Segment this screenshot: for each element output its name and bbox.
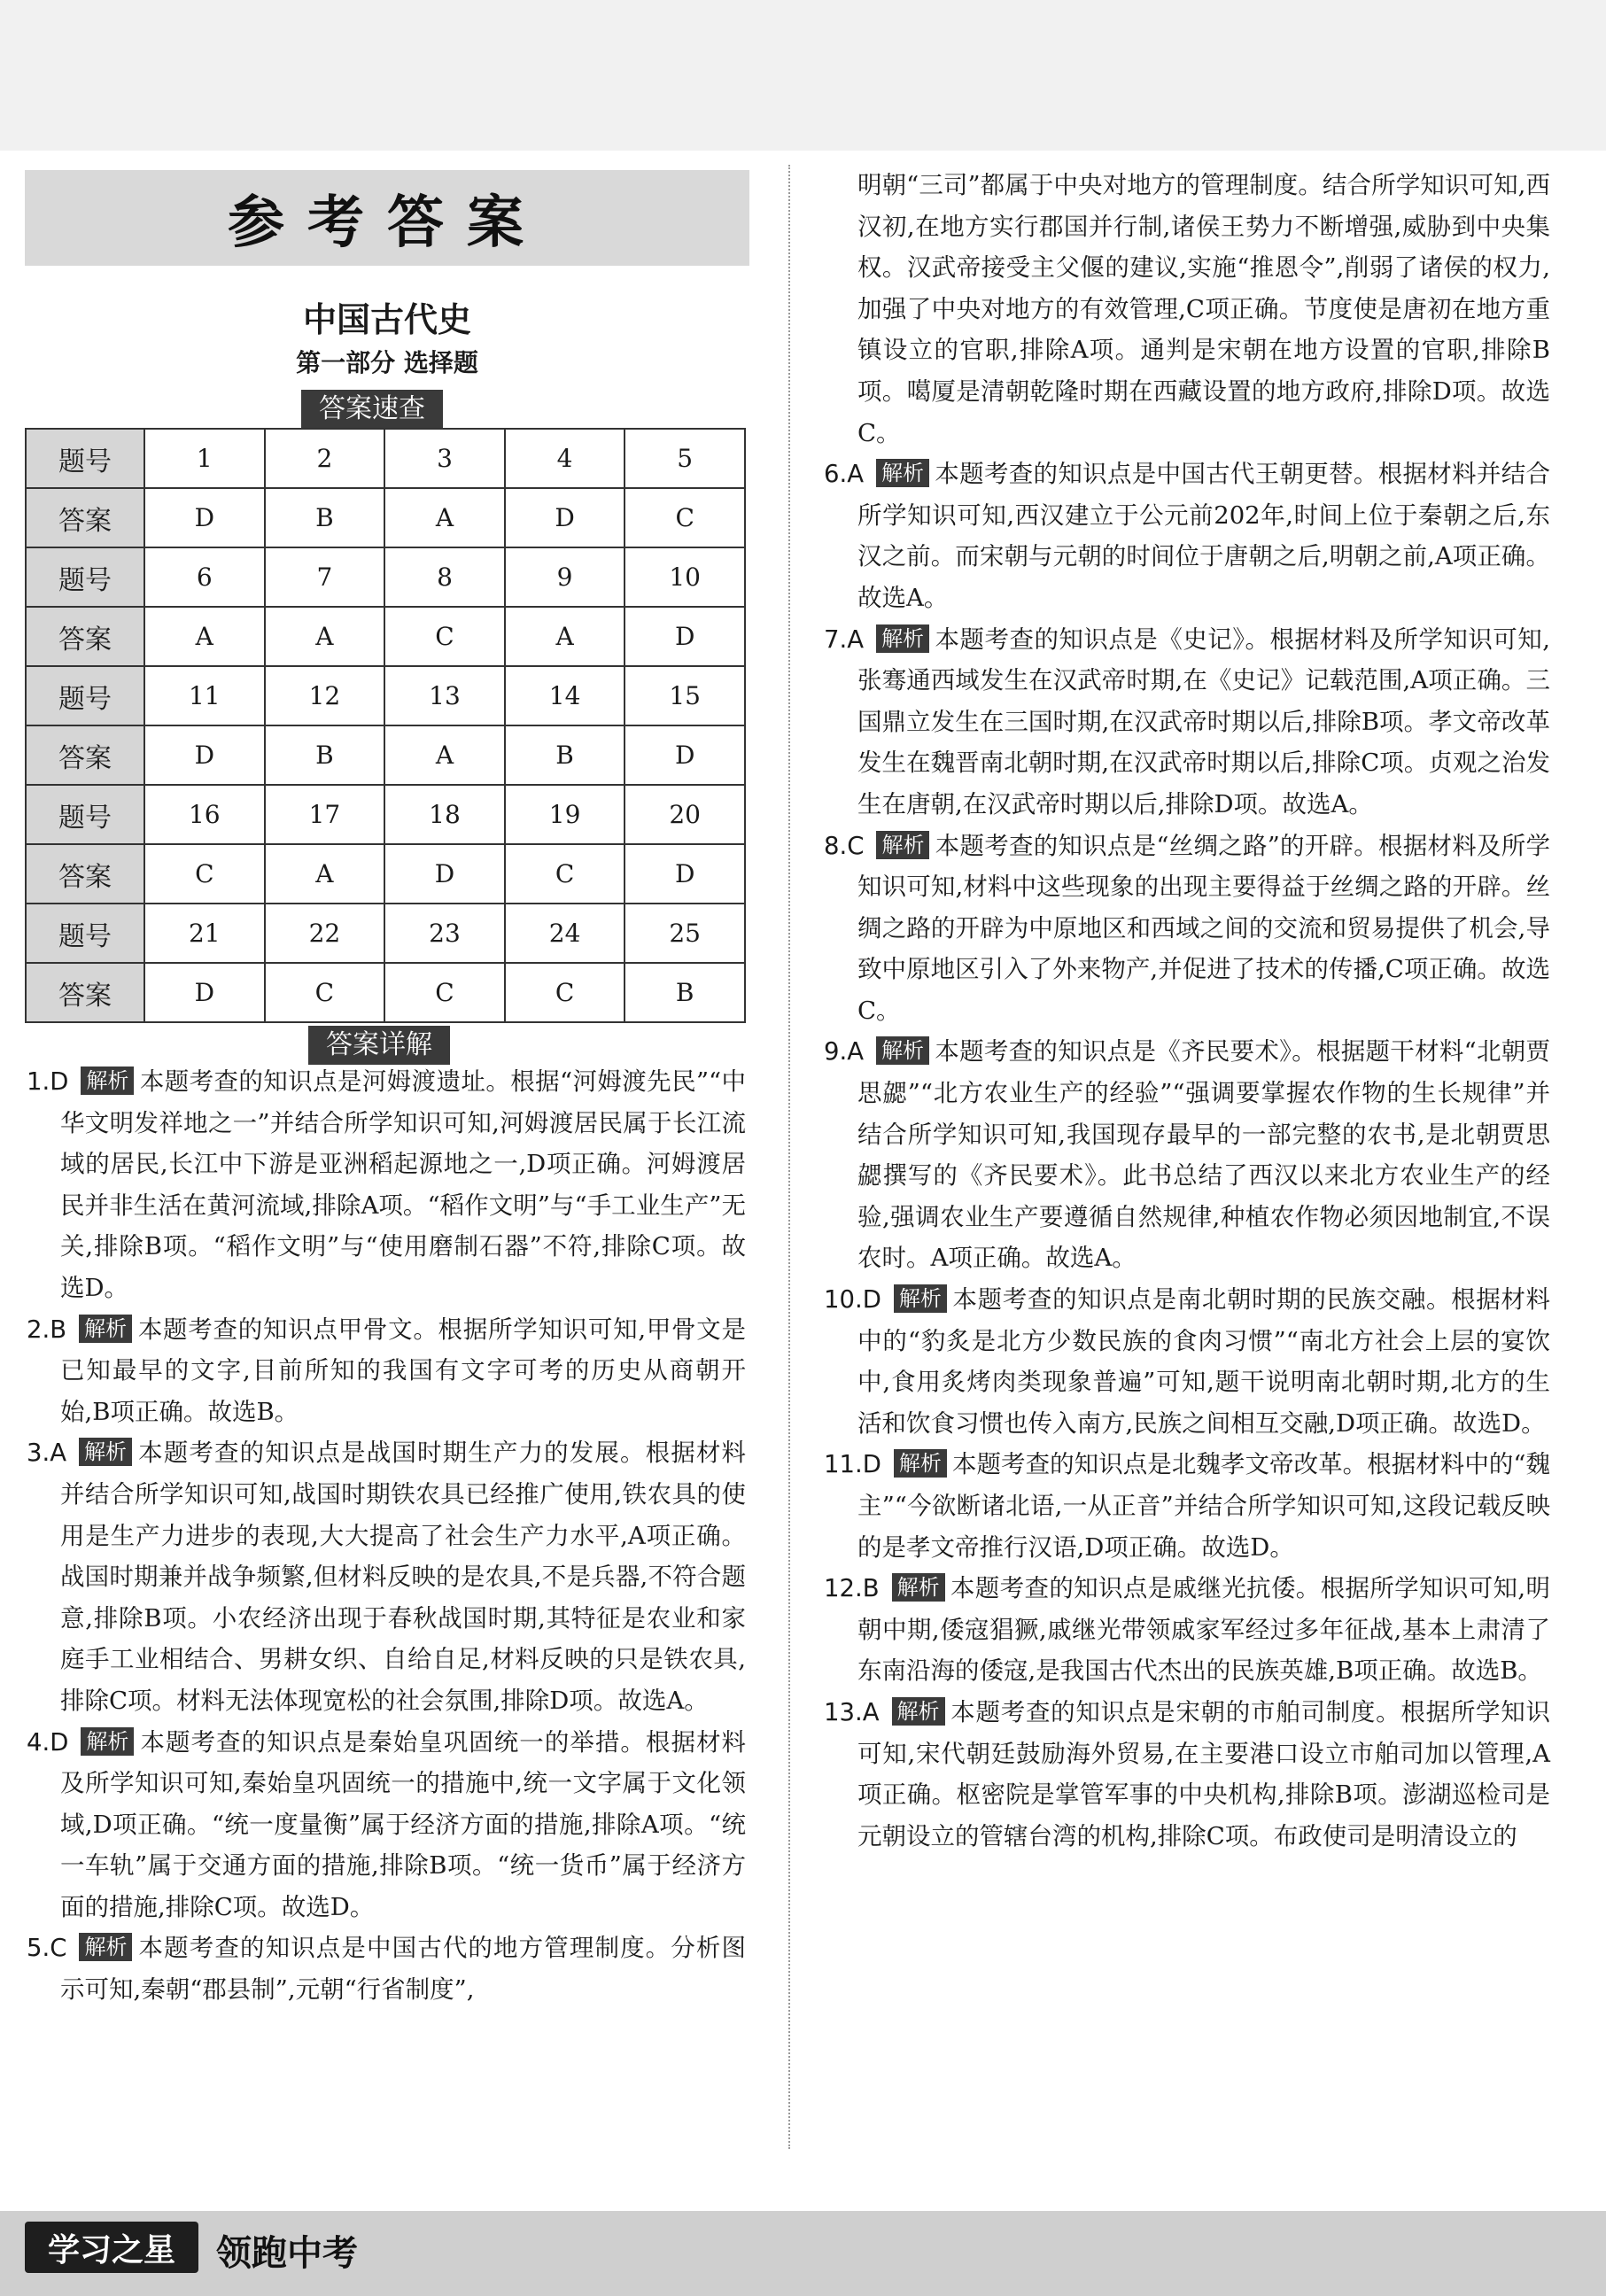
item-number: 2.B: [27, 1315, 67, 1344]
answer-cell: D: [625, 725, 745, 785]
question-number-cell: 20: [625, 785, 745, 844]
item-number: 5.C: [27, 1934, 67, 1963]
row-label: 答案: [26, 488, 144, 547]
analysis-badge: 解析: [876, 459, 929, 487]
list-item: [824, 165, 1550, 454]
question-number-cell: 15: [625, 666, 745, 725]
answer-cell: C: [505, 963, 625, 1022]
item-text: 本题考查的知识点是南北朝时期的民族交融。根据材料中的“豹炙是北方少数民族的食肉习惯”“南北方社会上层的宴饮中,食用炙烤肉类现象普遍”可知,题干说明南北朝时期,北方的生活和饮食习惯也传入南方,民族之间相互交融,D项正确。故选D。: [857, 1285, 1550, 1438]
row-label: 答案: [26, 963, 144, 1022]
brand-logo: 学习之星: [25, 2222, 198, 2273]
answer-cell: C: [505, 844, 625, 904]
item-text: 本题考查的知识点是中国古代的地方管理制度。分析图示可知,秦朝“郡县制”,元朝“行省制度”,: [60, 1934, 746, 2005]
question-number-cell: 13: [384, 666, 505, 725]
answer-table: [25, 428, 746, 1023]
list-item: [824, 1031, 1550, 1279]
item-text: 本题考查的知识点是中国古代王朝更替。根据材料并结合所学知识可知,西汉建立于公元前202年,时间上位于秦朝之后,东汉之前。而宋朝与元朝的时间位于唐朝之后,明朝之前,A项正确。故选A。: [857, 460, 1550, 612]
question-number-cell: 17: [265, 785, 385, 844]
list-item: [824, 1279, 1550, 1444]
list-item: [824, 1444, 1550, 1568]
analysis-badge: 解析: [81, 1727, 134, 1756]
page-footer: [0, 2211, 1606, 2296]
question-number-cell: 22: [265, 904, 385, 963]
item-number: 3.A: [27, 1439, 67, 1468]
item-text: 本题考查的知识点是河姆渡遗址。根据“河姆渡先民”“中华文明发祥地之一”并结合所学知识可知,河姆渡居民属于长江流域的居民,长江中下游是亚洲稻起源地之一,D项正确。河姆渡居民并非生活在黄河流域,排除A项。“稻作文明”与“手工业生产”无关,排除B项。“稻作文明”与“使用磨制石器”不符,排除C项。故选D。: [60, 1067, 746, 1302]
answer-cell: D: [144, 488, 265, 547]
answer-cell: A: [265, 607, 385, 666]
question-number-cell: 7: [265, 547, 385, 607]
question-number-cell: 24: [505, 904, 625, 963]
analysis-badge: 解析: [81, 1067, 134, 1095]
subject-heading: 中国古代史: [302, 300, 471, 339]
item-text: 本题考查的知识点是战国时期生产力的发展。根据材料并结合所学知识可知,战国时期铁农具已经推广使用,铁农具的使用是生产力进步的表现,大大提高了社会生产力水平,A项正确。战国时期兼并战争频繁,但材料反映的是农具,不是兵器,不符合题意,排除B项。小农经济出现于春秋战国时期,其特征是农业和家庭手工业相结合、男耕女织、自给自足,材料反映的只是铁农具,排除C项。材料无法体现宽松的社会氛围,排除D项。故选A。: [60, 1439, 746, 1715]
item-number: 7.A: [824, 624, 865, 654]
question-row: [26, 547, 745, 607]
answer-cell: B: [265, 725, 385, 785]
analysis-badge: 解析: [894, 1449, 947, 1478]
detailed-answer-tag: 答案详解: [308, 1026, 450, 1065]
analysis-badge: 解析: [892, 1573, 945, 1602]
question-number-cell: 16: [144, 785, 265, 844]
question-row: [26, 429, 745, 488]
question-number-cell: 18: [384, 785, 505, 844]
answer-cell: B: [265, 488, 385, 547]
item-text: 本题考查的知识点是秦始皇巩固统一的举措。根据材料及所学知识可知,秦始皇巩固统一的措施中,统一文字属于文化领域,D项正确。“统一度量衡”属于经济方面的措施,排除A项。“统一车轨”属于交通方面的措施,排除B项。“统一货币”属于经济方面的措施,排除C项。故选D。: [60, 1727, 746, 1921]
item-text: 本题考查的知识点是《齐民要术》。根据题干材料“北朝贾思勰”“北方农业生产的经验”“强调要掌握农作物的生长规律”并结合所学知识可知,我国现存最早的一部完整的农书,是北朝贾思勰撰写的《齐民要术》。此书总结了西汉以来北方农业生产的经验,强调农业生产要遵循自然规律,种植农作物必须因地制宜,不误农时。A项正确。故选A。: [857, 1037, 1550, 1273]
analysis-badge: 解析: [876, 624, 929, 653]
answer-cell: C: [625, 488, 745, 547]
list-item: [27, 1928, 746, 2010]
row-label: 题号: [26, 666, 144, 725]
item-number: 6.A: [824, 460, 865, 489]
list-item: [824, 619, 1550, 826]
brand-slogan: 领跑中考: [216, 2233, 358, 2274]
analysis-badge: 解析: [876, 1036, 929, 1065]
right-column: [824, 165, 1550, 1857]
analysis-badge: 解析: [876, 831, 929, 859]
question-number-cell: 8: [384, 547, 505, 607]
list-item: [824, 1568, 1550, 1692]
question-number-cell: 2: [265, 429, 385, 488]
item-text: 明朝“三司”都属于中央对地方的管理制度。结合所学知识可知,西汉初,在地方实行郡国并行制,诸侯王势力不断增强,威胁到中央集权。汉武帝接受主父偃的建议,实施“推恩令”,削弱了诸侯的权力,加强了中央对地方的有效管理,C项正确。节度使是唐初在地方重镇设立的官职,排除A项。通判是宋朝在地方设置的官职,排除B项。噶厦是清朝乾隆时期在西藏设置的地方政府,排除D项。故选C。: [857, 171, 1550, 447]
item-text: 本题考查的知识点是戚继光抗倭。根据所学知识可知,明朝中期,倭寇猖獗,戚继光带领戚家军经过多年征战,基本上肃清了东南沿海的倭寇,是我国古代杰出的民族英雄,B项正确。故选B。: [857, 1574, 1550, 1686]
item-text: 本题考查的知识点是《史记》。根据材料及所学知识可知,张骞通西域发生在汉武帝时期,在《史记》记载范围,A项正确。三国鼎立发生在三国时期,在汉武帝时期以后,排除B项。孝文帝改革发生在魏晋南北朝时期,在汉武帝时期以后,排除C项。贞观之治发生在唐朝,在汉武帝时期以后,排除D项。故选A。: [857, 624, 1550, 818]
question-number-cell: 10: [625, 547, 745, 607]
left-column: [27, 1061, 746, 2011]
answer-cell: C: [265, 963, 385, 1022]
item-text: 本题考查的知识点甲骨文。根据所学知识可知,甲骨文是已知最早的文字,目前所知的我国有文字可考的历史从商朝开始,B项正确。故选B。: [60, 1315, 746, 1426]
list-item: [27, 1432, 746, 1721]
item-text: 本题考查的知识点是宋朝的市舶司制度。根据所学知识可知,宋代朝廷鼓励海外贸易,在主要港口设立市舶司加以管理,A项正确。枢密院是掌管军事的中央机构,排除B项。澎湖巡检司是元朝设立的管辖台湾的机构,排除C项。布政使司是明清设立的: [857, 1697, 1550, 1850]
question-number-cell: 4: [505, 429, 625, 488]
answer-row: [26, 963, 745, 1022]
list-item: [27, 1061, 746, 1309]
answer-cell: C: [144, 844, 265, 904]
top-margin: [0, 0, 1606, 151]
row-label: 题号: [26, 429, 144, 488]
row-label: 题号: [26, 785, 144, 844]
section-heading: 第一部分 选择题: [296, 348, 478, 377]
answer-cell: A: [265, 844, 385, 904]
answer-row: [26, 844, 745, 904]
item-number: 9.A: [824, 1037, 865, 1067]
question-number-cell: 21: [144, 904, 265, 963]
row-label: 题号: [26, 547, 144, 607]
list-item: [824, 826, 1550, 1032]
question-number-cell: 9: [505, 547, 625, 607]
answer-cell: A: [384, 488, 505, 547]
question-number-cell: 11: [144, 666, 265, 725]
row-label: 答案: [26, 844, 144, 904]
answer-cell: D: [505, 488, 625, 547]
answer-cell: C: [384, 607, 505, 666]
answer-cell: D: [625, 844, 745, 904]
answer-cell: A: [505, 607, 625, 666]
question-number-cell: 25: [625, 904, 745, 963]
question-number-cell: 1: [144, 429, 265, 488]
row-label: 题号: [26, 904, 144, 963]
answer-row: [26, 607, 745, 666]
column-divider: [788, 165, 792, 2149]
question-number-cell: 23: [384, 904, 505, 963]
analysis-badge: 解析: [79, 1438, 132, 1466]
answer-row: [26, 725, 745, 785]
answer-cell: D: [625, 607, 745, 666]
quick-answer-tag: 答案速查: [301, 390, 443, 429]
item-number: 12.B: [824, 1574, 880, 1603]
item-text: 本题考查的知识点是北魏孝文帝改革。根据材料中的“魏主”“今欲断诸北语,一从正音”并结合所学知识可知,这段记载反映的是孝文帝推行汉语,D项正确。故选D。: [857, 1450, 1550, 1562]
analysis-badge: 解析: [79, 1315, 132, 1343]
analysis-badge: 解析: [894, 1284, 947, 1313]
list-item: [824, 454, 1550, 618]
question-row: [26, 785, 745, 844]
answer-cell: B: [505, 725, 625, 785]
question-number-cell: 14: [505, 666, 625, 725]
question-number-cell: 5: [625, 429, 745, 488]
item-number: 11.D: [824, 1450, 881, 1479]
row-label: 答案: [26, 607, 144, 666]
question-number-cell: 12: [265, 666, 385, 725]
item-number: 13.A: [824, 1697, 880, 1726]
list-item: [824, 1692, 1550, 1857]
answer-row: [26, 488, 745, 547]
answer-cell: A: [144, 607, 265, 666]
item-number: 10.D: [824, 1285, 881, 1315]
answer-cell: D: [144, 963, 265, 1022]
list-item: [27, 1722, 746, 1928]
question-number-cell: 3: [384, 429, 505, 488]
answer-cell: C: [384, 963, 505, 1022]
list-item: [27, 1309, 746, 1433]
row-label: 答案: [26, 725, 144, 785]
question-row: [26, 666, 745, 725]
answer-cell: D: [384, 844, 505, 904]
item-number: 8.C: [824, 831, 865, 860]
question-row: [26, 904, 745, 963]
item-number: 4.D: [27, 1727, 69, 1757]
item-number: 1.D: [27, 1067, 69, 1096]
question-number-cell: 19: [505, 785, 625, 844]
analysis-badge: 解析: [79, 1933, 132, 1961]
answer-cell: D: [144, 725, 265, 785]
analysis-badge: 解析: [892, 1697, 945, 1726]
answer-cell: A: [384, 725, 505, 785]
page-title: 参考答案: [25, 170, 749, 266]
item-text: 本题考查的知识点是“丝绸之路”的开辟。根据材料及所学知识可知,材料中这些现象的出现主要得益于丝绸之路的开辟。丝绸之路的开辟为中原地区和西域之间的交流和贸易提供了机会,导致中原地区引入了外来物产,并促进了技术的传播,C项正确。故选C。: [857, 831, 1550, 1025]
answer-cell: B: [625, 963, 745, 1022]
question-number-cell: 6: [144, 547, 265, 607]
